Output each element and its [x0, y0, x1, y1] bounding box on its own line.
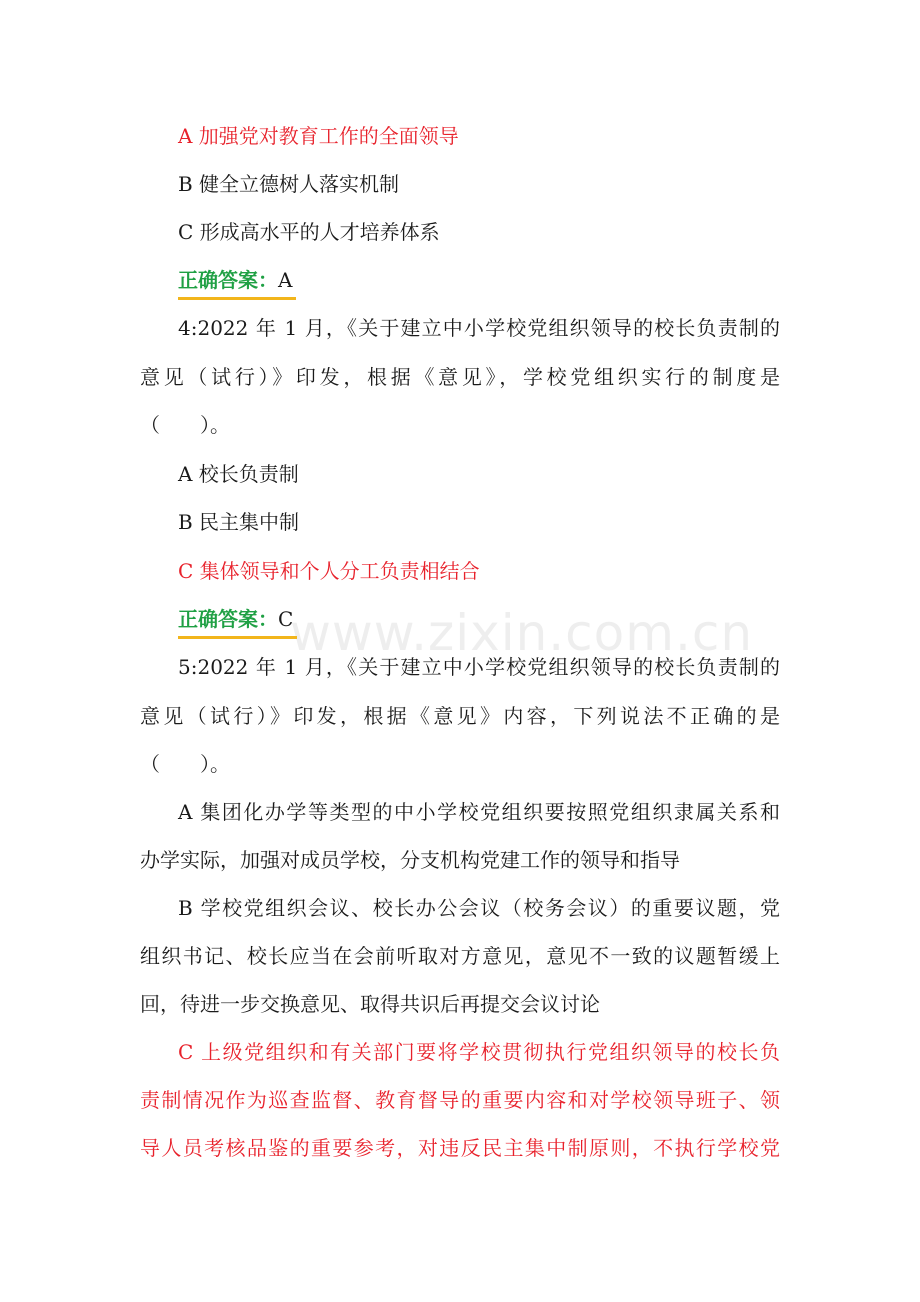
q4-answer-label: 正确答案：: [178, 607, 278, 631]
q3-option-a: A 加强党对教育工作的全面领导: [178, 124, 459, 148]
q3-option-c: C 形成高水平的人才培养体系: [178, 220, 440, 244]
q4-answer-value: C: [278, 607, 294, 631]
q5-question-line-1: 5:2022 年 1 月，《关于建立中小学校党组织领导的校长负责制的: [178, 655, 780, 679]
q4-question-line-3: （ ）。: [140, 413, 230, 437]
q5-option-c-line-1: C 上级党组织和有关部门要将学校贯彻执行党组织领导的校长负: [178, 1040, 780, 1064]
q5-question-line-3: （ ）。: [140, 752, 230, 776]
q5-option-c-line-3: 导人员考核品鉴的重要参考，对违反民主集中制原则，不执行学校党: [140, 1136, 780, 1160]
q3-answer-value: A: [278, 268, 293, 292]
q5-option-c-line-2: 责制情况作为巡查监督、教育督导的重要内容和对学校领导班子、领: [140, 1088, 780, 1112]
q5-option-a-line-2: 办学实际，加强对成员学校，分支机构党建工作的领导和指导: [140, 848, 680, 872]
q4-question-line-2: 意见（试行）》印发，根据《意见》，学校党组织实行的制度是: [140, 365, 780, 389]
q4-option-a: A 校长负责制: [178, 462, 299, 486]
q5-option-b-line-2: 组织书记、校长应当在会前听取对方意见，意见不一致的议题暂缓上: [140, 944, 780, 968]
q3-option-b: B 健全立德树人落实机制: [178, 172, 400, 196]
q4-option-c: C 集体领导和个人分工负责相结合: [178, 559, 480, 583]
q5-option-a-line-1: A 集团化办学等类型的中小学校党组织要按照党组织隶属关系和: [178, 800, 780, 824]
q5-question-line-2: 意见（试行）》印发，根据《意见》内容，下列说法不正确的是: [140, 704, 780, 728]
q4-question-line-1: 4:2022 年 1 月，《关于建立中小学校党组织领导的校长负责制的: [178, 316, 780, 340]
watermark: www.zixin.com.cn: [290, 604, 754, 662]
q5-option-b-line-1: B 学校党组织会议、校长办公会议（校务会议）的重要议题，党: [178, 896, 780, 920]
q3-answer: [178, 266, 292, 296]
q3-answer-label: 正确答案：: [178, 268, 278, 292]
q5-option-b-line-3: 回，待进一步交换意见、取得共识后再提交会议讨论: [140, 992, 600, 1016]
q4-answer: [178, 605, 293, 635]
q4-option-b: B 民主集中制: [178, 510, 300, 534]
